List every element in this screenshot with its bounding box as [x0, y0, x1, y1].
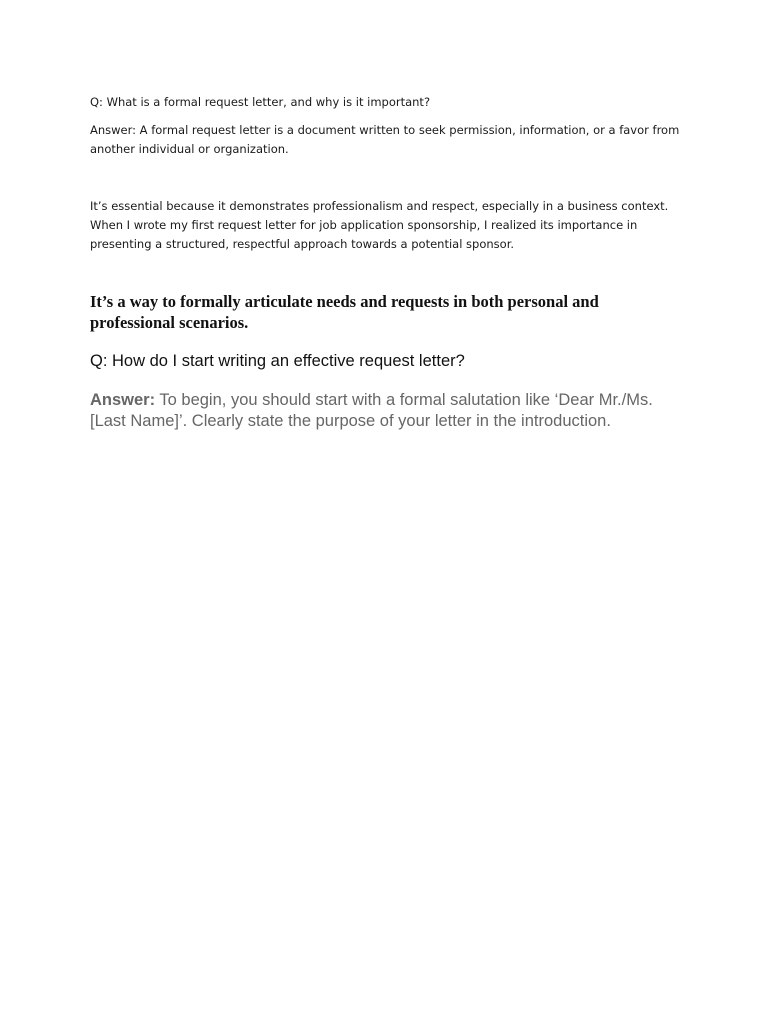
answer-1-continuation: It’s essential because it demonstrates professionalism and respect, especially in a business context. When I wrote my first request letter for job application sponsorship, I realized its importance in presenting a structured, respectful approach towards a potential sponsor.	[90, 199, 669, 251]
answer-1: Answer: A formal request letter is a document written to seek permission, information, or a favor from another individual or organization.	[90, 123, 680, 156]
question-1: Q: What is a formal request letter, and why is it important?	[90, 95, 431, 109]
question-2: Q: How do I start writing an effective request letter?	[90, 352, 465, 370]
answer-2-label: Answer:	[90, 391, 156, 409]
bold-statement: It’s a way to formally articulate needs and requests in both personal and professional scenarios.	[90, 292, 599, 332]
document-body	[90, 93, 680, 431]
answer-2-text: To begin, you should start with a formal salutation like ‘Dear Mr./Ms. [Last Name]’. Clearly state the purpose of your letter in the introduction.	[90, 391, 653, 430]
answer-2	[90, 390, 680, 431]
